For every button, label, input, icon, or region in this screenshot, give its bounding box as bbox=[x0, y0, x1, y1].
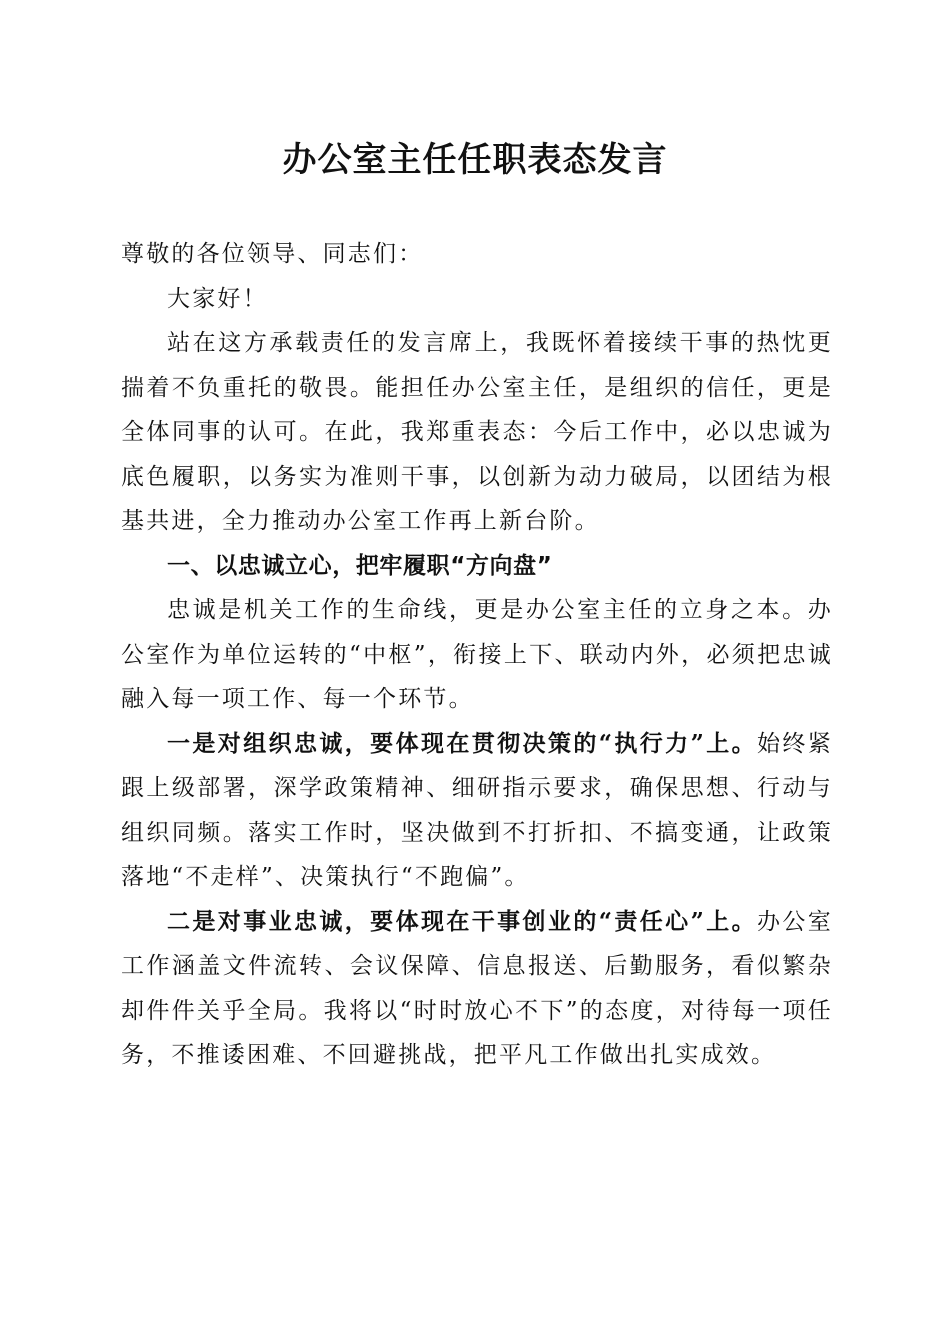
document-body bbox=[121, 232, 833, 1078]
greeting: 大家好！ bbox=[167, 285, 268, 312]
point-two-text: 办公室工作涵盖文件流转、会议保障、信息报送、后勤服务，看似繁杂却件件关乎全局。我将以“时时放心不下”的态度，对待每一项任务，不推诿困难、不回避挑战，把平凡工作做出扎实成效。 bbox=[121, 908, 833, 1068]
point-one-paragraph bbox=[121, 722, 833, 900]
section-paragraph: 忠诚是机关工作的生命线，更是办公室主任的立身之本。办公室作为单位运转的“中枢”，衔接上下、联动内外，必须把忠诚融入每一项工作、每一个环节。 bbox=[121, 597, 833, 712]
document-title: 办公室主任任职表态发言 bbox=[282, 140, 668, 180]
point-one-lead: 一是对组织忠诚，要体现在贯彻决策的“执行力”上。 bbox=[167, 729, 757, 757]
point-one-text: 始终紧跟上级部署，深学政策精神、细研指示要求，确保思想、行动与组织同频。落实工作时，坚决做到不打折扣、不搞变通，让政策落地“不走样”、决策执行“不跑偏”。 bbox=[121, 730, 833, 890]
section-heading: 一、以忠诚立心，把牢履职“方向盘” bbox=[167, 552, 553, 579]
salutation: 尊敬的各位领导、同志们： bbox=[121, 241, 424, 267]
intro-paragraph: 站在这方承载责任的发言席上，我既怀着接续干事的热忱更揣着不负重托的敬畏。能担任办公室主任，是组织的信任，更是全体同事的认可。在此，我郑重表态：今后工作中，必以忠诚为底色履职，以务实为准则干事，以创新为动力破局，以团结为根基共进，全力推动办公室工作再上新台阶。 bbox=[121, 330, 833, 534]
point-two-lead: 二是对事业忠诚，要体现在干事创业的“责任心”上。 bbox=[167, 907, 757, 935]
point-two-paragraph bbox=[121, 900, 833, 1078]
